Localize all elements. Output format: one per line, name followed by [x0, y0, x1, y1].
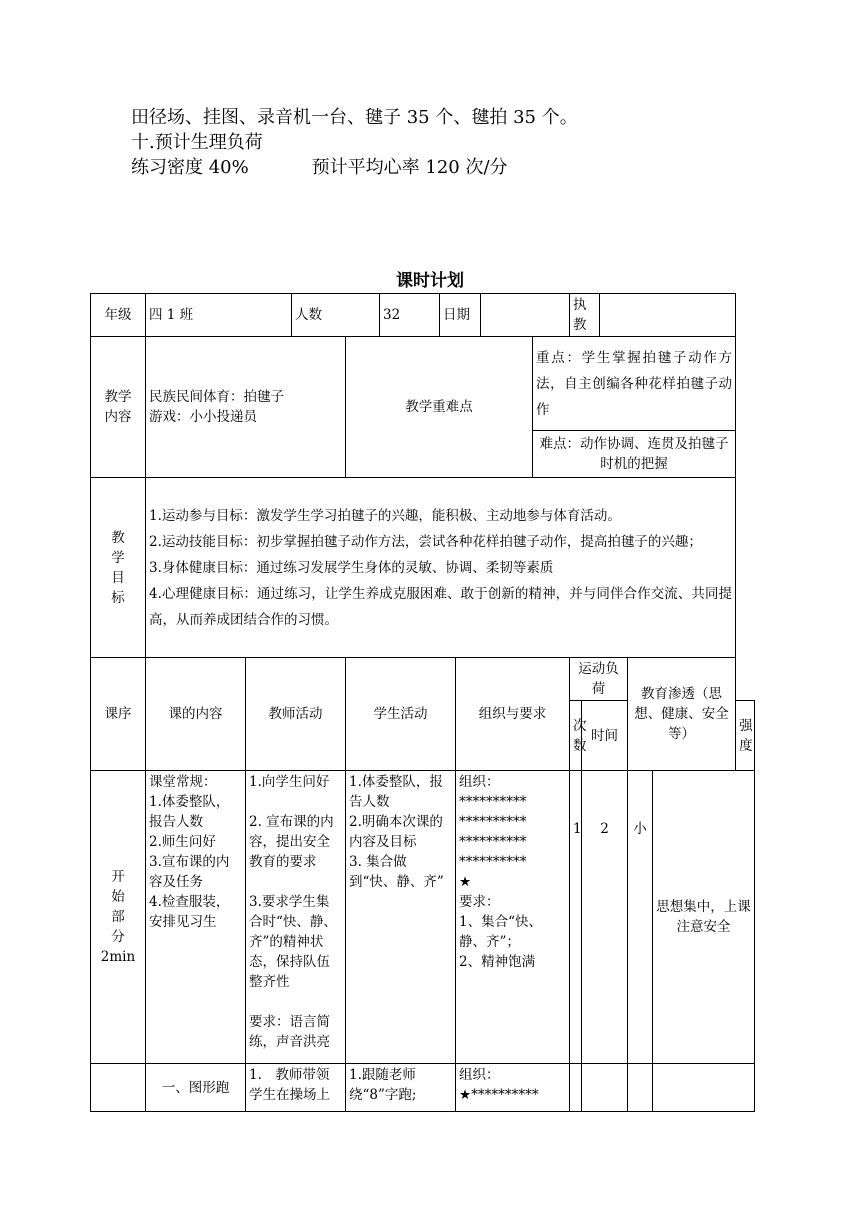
lesson-plan-table — [90, 293, 755, 1112]
key-difficulty-label: 教学重难点 — [346, 337, 533, 478]
teacher-label: 执教 — [570, 294, 600, 337]
table-row — [91, 771, 755, 1064]
row-student: 1.跟随老师绕“8”字跑; — [346, 1064, 456, 1112]
goal-skill: 2.运动技能目标：初步掌握拍毽子动作方法，尝试各种花样拍毽子动作，提高拍毽子的兴趣； — [149, 533, 702, 550]
row-edu — [653, 1064, 755, 1112]
goals-content — [146, 478, 736, 658]
intro-load-heading: 十.预计生理负荷 — [131, 132, 263, 153]
difficulty: 难点：动作协调、连贯及拍毽子时机的把握 — [533, 431, 736, 478]
col-teacher: 教师活动 — [246, 658, 346, 771]
col-intensity: 强度 — [736, 701, 755, 771]
column-header-row — [91, 658, 755, 701]
goal-mental: 4.心理健康目标：通过练习，让学生养成克服困难、敢于创新的精神，并与同伴合作交流、共同提高，从而养成团结合作的习惯。 — [149, 585, 733, 628]
key-point: 重点：学生掌握拍毽子动作方法，自主创编各种花样拍毽子动作 — [533, 337, 736, 431]
row-times: 1 — [570, 771, 582, 1064]
header-row — [91, 294, 755, 337]
col-times: 次数 — [570, 701, 582, 771]
row-student: 1.体委整队，报告人数 2.明确本次课的内容及目标 3. 集合做到“快、静、齐” — [346, 771, 456, 1064]
row-org: 组织： ★********** — [456, 1064, 570, 1112]
row-order: 开 始 部 分 2min — [91, 771, 146, 1064]
count-label: 人数 — [292, 294, 380, 337]
row-times — [570, 1064, 582, 1112]
row-teacher: 1. 教师带领学生在操场上 — [246, 1064, 346, 1112]
col-student: 学生活动 — [346, 658, 456, 771]
col-content: 课的内容 — [146, 658, 246, 771]
grade-label: 年级 — [91, 294, 146, 337]
grade-value: 四 1 班 — [146, 294, 292, 337]
teacher-value — [600, 294, 736, 337]
row-content: 课堂常规： 1.体委整队，报告人数 2.师生问好 3.宣布课的内容及任务 4.检查服装，安排见习生 — [146, 771, 246, 1064]
count-value: 32 — [380, 294, 440, 337]
row-intensity — [628, 1064, 653, 1112]
col-time: 时间 — [582, 701, 628, 771]
goals-label: 教 学 目 标 — [91, 478, 146, 658]
intro-equipment-line: 田径场、挂图、录音机一台、毽子 35 个、毽拍 35 个。 — [131, 107, 578, 128]
row-org: 组织： ********** ********** ********** ********** ★ 要求： 1、集合“快、静、齐”； 2、精神饱满 — [456, 771, 570, 1064]
row-order — [91, 1064, 146, 1112]
col-edu: 教育渗透（思想、健康、安全等） — [628, 658, 736, 771]
content-value: 民族民间体育：拍毽子 游戏：小小投递员 — [146, 337, 346, 478]
page-title: 课时计划 — [396, 271, 464, 291]
row-time: 2 — [582, 771, 628, 1064]
date-label: 日期 — [440, 294, 481, 337]
goals-row — [91, 478, 755, 658]
date-value — [481, 294, 570, 337]
intro-load-values: 练习密度 40% 预计平均心率 120 次/分 — [131, 157, 508, 178]
row-teacher: 1.向学生问好 2. 宣布课的内容，提出安全教育的要求 3.要求学生集合时“快、静、齐”的精神状态，保持队伍整齐性 要求：语言简练，声音洪亮 — [246, 771, 346, 1064]
row-edu: 思想集中，上课注意安全 — [653, 771, 755, 1064]
row-time — [582, 1064, 628, 1112]
goal-health: 3.身体健康目标：通过练习发展学生身体的灵敏、协调、柔韧等素质 — [149, 559, 554, 576]
table-row — [91, 1064, 755, 1112]
content-label: 教学 内容 — [91, 337, 146, 478]
content-row — [91, 337, 755, 431]
goal-participation: 1.运动参与目标：激发学生学习拍毽子的兴趣，能积极、主动地参与体育活动。 — [149, 507, 621, 524]
col-load: 运动负荷 — [570, 658, 628, 701]
row-content: 一、图形跑 — [146, 1064, 246, 1112]
col-order: 课序 — [91, 658, 146, 771]
col-org: 组织与要求 — [456, 658, 570, 771]
row-intensity: 小 — [628, 771, 653, 1064]
